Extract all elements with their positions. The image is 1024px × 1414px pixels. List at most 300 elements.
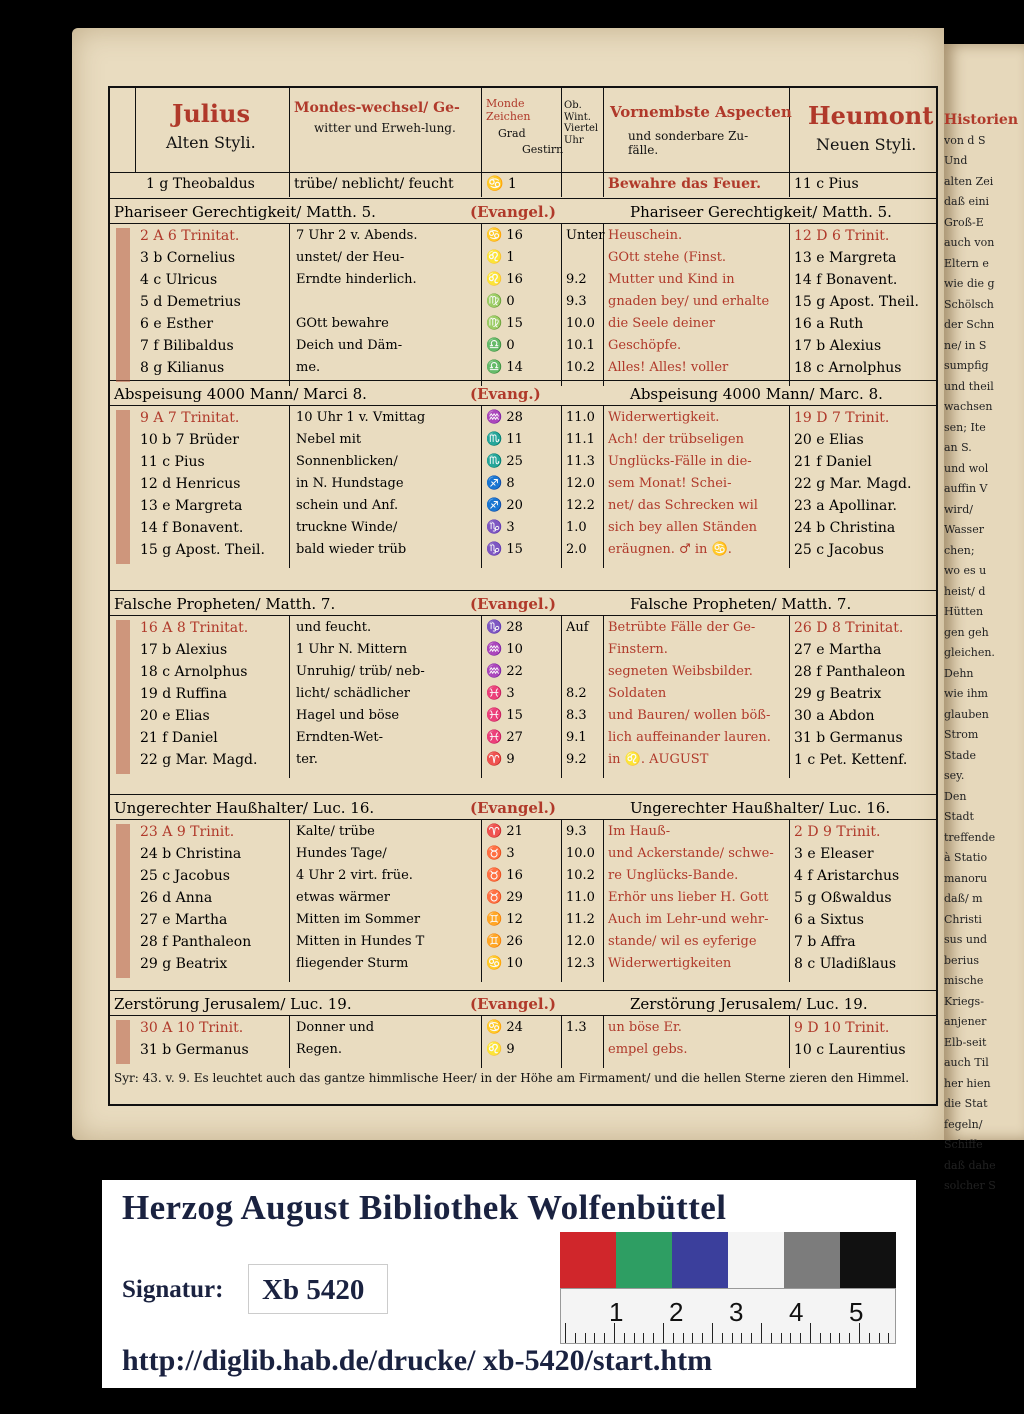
week-aspects-cell: Heuschein. — [608, 228, 683, 243]
week-new-cell: 13 e Margreta — [794, 250, 897, 266]
facing-page-line: Historien — [944, 112, 1019, 128]
ruler-tick — [575, 1333, 576, 1343]
week-signs-cell: ♍ 0 — [486, 294, 515, 309]
ruler-tick — [722, 1333, 723, 1343]
week-weather-cell: Regen. — [296, 1042, 343, 1057]
week-day-ribbon — [116, 1020, 130, 1064]
facing-page-line: Strom — [944, 728, 979, 741]
facing-page-line: alten Zei — [944, 174, 994, 188]
week-aspects-cell: eräugnen. ♂ in ♋. — [608, 542, 732, 557]
header-weather — [290, 88, 482, 172]
gospel-band — [110, 990, 936, 1016]
facing-page-line: Wasser — [944, 523, 984, 536]
gospel-mid: (Evangel.) — [470, 995, 556, 1013]
ruler-tick — [732, 1333, 733, 1343]
facing-page-line: auffin V — [944, 482, 988, 495]
gospel-right: Abspeisung 4000 Mann/ Marc. 8. — [630, 385, 883, 403]
facing-page-line: manoru — [944, 871, 988, 885]
header-new-month — [790, 88, 936, 172]
facing-page-line: ne/ in S — [944, 338, 987, 352]
ruler-tick — [712, 1323, 713, 1343]
week-hours-cell: 12.3 — [566, 956, 595, 971]
week-new-cell: 29 g Beatrix — [794, 686, 882, 702]
ruler-tick — [820, 1333, 821, 1343]
signatur-value: Xb 5420 — [262, 1274, 365, 1306]
week-days-cell: 16 A 8 Trinitat. — [140, 620, 249, 636]
first-day-old: 1 g Theobaldus — [146, 176, 255, 192]
ruler-tick — [790, 1333, 791, 1343]
week-new-cell: 22 g Mar. Magd. — [794, 476, 912, 492]
week-aspects-cell: Finstern. — [608, 642, 668, 657]
week-aspects-cell: segneten Weibsbilder. — [608, 664, 753, 679]
week-aspects-cell: un böse Er. — [608, 1020, 682, 1035]
week-new-cell: 10 c Laurentius — [794, 1042, 906, 1058]
month-old-title: Julius — [172, 99, 250, 128]
gospel-right: Falsche Propheten/ Matth. 7. — [630, 595, 852, 613]
week-signs-cell: ♉ 29 — [486, 890, 523, 905]
week-new-cell: 30 a Abdon — [794, 708, 875, 724]
header-aspects — [604, 88, 790, 172]
week-weather-cell: Kalte/ trübe — [296, 824, 375, 839]
week-block — [110, 820, 936, 982]
week-weather-cell: Deich und Däm- — [296, 338, 403, 353]
facing-page-line: daß/ m — [944, 892, 983, 905]
week-hours-cell: 11.0 — [566, 410, 595, 425]
ruler-tick — [771, 1333, 772, 1343]
footer-verse: Syr: 43. v. 9. Es leuchtet auch das gantze himmlische Heer/ in der Höhe am Firmament/ und die hellen Sterne zieren den Himmel. — [114, 1071, 910, 1085]
week-signs-cell: ♒ 10 — [486, 642, 523, 657]
week-weather-cell: Unruhig/ trüb/ neb- — [296, 664, 425, 679]
facing-page-line: à Statio — [944, 851, 988, 864]
facing-page-line: berius — [944, 953, 980, 967]
moon-change-sub: witter und Erweh-lung. — [314, 121, 456, 135]
week-new-cell: 27 e Martha — [794, 642, 882, 658]
week-aspects-cell: Betrübte Fälle der Ge- — [608, 620, 756, 635]
week-day-ribbon — [116, 620, 130, 774]
ruler-tick — [830, 1333, 831, 1343]
week-signs-cell: ♊ 12 — [486, 912, 523, 927]
week-aspects-cell: Ach! der trübseligen — [608, 432, 744, 447]
week-new-cell: 8 c Uladißlaus — [794, 956, 897, 972]
week-days-cell: 18 c Arnolphus — [140, 664, 248, 680]
facing-page-line: Schiffe — [944, 1138, 983, 1151]
facing-page-line: Und — [944, 154, 968, 167]
ruler-tick — [810, 1323, 811, 1343]
week-weather-cell: 10 Uhr 1 v. Vmittag — [296, 410, 426, 425]
week-signs-cell: ♎ 14 — [486, 360, 523, 375]
ruler-tick — [751, 1333, 752, 1343]
week-hours-cell: 9.1 — [566, 730, 587, 745]
week-weather-cell: 4 Uhr 2 virt. früe. — [296, 868, 413, 883]
week-signs-cell: ♈ 21 — [486, 824, 523, 839]
week-hours-cell: 12.0 — [566, 476, 595, 491]
ruler-tick — [839, 1333, 840, 1343]
rising-header: Gestirn — [522, 143, 564, 156]
week-days-cell: 10 b 7 Brüder — [140, 432, 239, 448]
signatur-label: Signatur: — [122, 1276, 224, 1303]
week-aspects-cell: und Ackerstande/ schwe- — [608, 846, 774, 861]
week-signs-cell: ♑ 3 — [486, 520, 515, 535]
week-hours-cell: 11.2 — [566, 912, 595, 927]
ruler-number: 2 — [669, 1297, 684, 1327]
week-aspects-cell: lich auffeinander lauren. — [608, 730, 771, 745]
week-block — [110, 616, 936, 778]
week-signs-cell: ♌ 1 — [486, 250, 515, 265]
week-new-cell: 26 D 8 Trinitat. — [794, 620, 904, 636]
week-hours-cell: 10.2 — [566, 868, 595, 883]
week-weather-cell: Mitten im Sommer — [296, 912, 421, 927]
week-days-cell: 9 A 7 Trinitat. — [140, 410, 240, 426]
ruler-tick — [761, 1323, 762, 1343]
week-weather-cell: ter. — [296, 752, 318, 767]
week-new-cell: 17 b Alexius — [794, 338, 882, 354]
week-days-cell: 21 f Daniel — [140, 730, 218, 746]
week-hours-cell: 12.0 — [566, 934, 595, 949]
week-signs-cell: ♈ 9 — [486, 752, 515, 767]
week-days-cell: 12 d Henricus — [140, 476, 241, 492]
week-new-cell: 31 b Germanus — [794, 730, 903, 746]
ruler-tick — [673, 1333, 674, 1343]
ruler-number: 3 — [729, 1297, 744, 1327]
week-new-cell: 24 b Christina — [794, 520, 896, 536]
week-aspects-cell: stande/ wil es eyferige — [608, 934, 757, 949]
week-days-cell: 14 f Bonavent. — [140, 520, 244, 536]
week-weather-cell: Donner und — [296, 1020, 375, 1035]
gospel-mid: (Evang.) — [470, 385, 541, 403]
aspects-title: Vornembste Aspecten — [610, 103, 792, 121]
week-days-cell: 4 c Ulricus — [140, 272, 218, 288]
header-margin — [110, 88, 136, 172]
week-weather-cell: licht/ schädlicher — [296, 686, 410, 701]
gospel-band — [110, 198, 936, 224]
week-days-cell: 29 g Beatrix — [140, 956, 228, 972]
calendar-table — [108, 86, 938, 1106]
color-swatch — [784, 1232, 840, 1288]
library-url: http://diglib.hab.de/drucke/ xb-5420/start.htm — [122, 1344, 713, 1377]
gospel-left: Ungerechter Haußhalter/ Luc. 16. — [114, 799, 375, 817]
week-days-cell: 24 b Christina — [140, 846, 242, 862]
facing-page-line: chen; — [944, 543, 975, 557]
color-swatch — [840, 1232, 896, 1288]
aspects-sub: und sonderbare Zu-fälle. — [628, 129, 749, 157]
facing-page-line: sey. — [944, 769, 965, 782]
week-signs-cell: ♐ 20 — [486, 498, 523, 513]
week-days-cell: 28 f Panthaleon — [140, 934, 252, 950]
gospel-mid: (Evangel.) — [470, 595, 556, 613]
week-signs-cell: ♌ 16 — [486, 272, 523, 287]
month-new-title: Heumont — [808, 101, 934, 130]
week-aspects-cell: in ♌. AUGUST — [608, 752, 709, 767]
ruler-tick — [800, 1333, 801, 1343]
week-weather-cell: Erndte hinderlich. — [296, 272, 417, 287]
ruler-tick — [683, 1333, 684, 1343]
facing-page-line: sen; Ite — [944, 420, 986, 434]
week-days-cell: 6 e Esther — [140, 316, 214, 332]
week-signs-cell: ♓ 15 — [486, 708, 523, 723]
week-aspects-cell: sem Monat! Schei- — [608, 476, 732, 491]
facing-page-line: Stadt — [944, 810, 974, 823]
week-days-cell: 19 d Ruffina — [140, 686, 228, 702]
week-aspects-cell: empel gebs. — [608, 1042, 688, 1057]
facing-page-line: und wol — [944, 461, 989, 475]
color-calibration-swatches — [560, 1232, 896, 1288]
week-weather-cell: schein und Anf. — [296, 498, 399, 513]
week-hours-cell: 10.2 — [566, 360, 595, 375]
facing-page-line: gen geh — [944, 625, 989, 639]
week-new-cell: 6 a Sixtus — [794, 912, 864, 928]
week-weather-cell: und feucht. — [296, 620, 372, 635]
ruler-tick — [653, 1333, 654, 1343]
week-aspects-cell: die Seele deiner — [608, 316, 716, 331]
hour-header: Ob. Wint. Viertel Uhr — [564, 100, 599, 146]
library-title: Herzog August Bibliothek Wolfenbüttel — [122, 1188, 727, 1227]
week-days-cell: 23 A 9 Trinit. — [140, 824, 235, 840]
week-hours-cell: 9.2 — [566, 752, 587, 767]
week-signs-cell: ♓ 3 — [486, 686, 515, 701]
facing-page-line: Den — [944, 789, 967, 803]
facing-page-line: Dehn — [944, 666, 974, 680]
color-swatch — [728, 1232, 784, 1288]
facing-page-line: der Schn — [944, 318, 995, 331]
facing-page-line: fegeln/ — [944, 1117, 983, 1131]
ruler-tick — [565, 1323, 566, 1343]
week-days-cell: 25 c Jacobus — [140, 868, 230, 884]
week-hours-cell: 11.0 — [566, 890, 595, 905]
week-new-cell: 25 c Jacobus — [794, 542, 884, 558]
facing-page-line: wie die g — [944, 277, 995, 290]
week-signs-cell: ♉ 16 — [486, 868, 523, 883]
week-new-cell: 2 D 9 Trinit. — [794, 824, 881, 840]
week-aspects-cell: Erhör uns lieber H. Gott — [608, 890, 769, 905]
facing-page-text — [944, 110, 1024, 1197]
week-hours-cell: 9.3 — [566, 824, 587, 839]
week-new-cell: 19 D 7 Trinit. — [794, 410, 890, 426]
week-aspects-cell: Widerwertigkeiten — [608, 956, 732, 971]
week-new-cell: 5 g Oßwaldus — [794, 890, 892, 906]
ruler-tick — [849, 1333, 850, 1343]
week-new-cell: 7 b Affra — [794, 934, 856, 950]
facing-page-line: auch von — [944, 236, 995, 249]
gospel-right: Zerstörung Jerusalem/ Luc. 19. — [630, 995, 868, 1013]
week-days-cell: 17 b Alexius — [140, 642, 228, 658]
header-sign — [482, 88, 562, 172]
ruler-number: 1 — [609, 1297, 624, 1327]
week-signs-cell: ♏ 11 — [486, 432, 523, 447]
facing-page-line: Elb-seit — [944, 1035, 987, 1049]
week-new-cell: 28 f Panthaleon — [794, 664, 906, 680]
ruler-tick — [604, 1333, 605, 1343]
week-signs-cell: ♋ 16 — [486, 228, 523, 243]
week-block — [110, 224, 936, 386]
ruler-tick — [692, 1333, 693, 1343]
week-weather-cell: in N. Hundstage — [296, 476, 404, 491]
facing-page-line: die Stat — [944, 1097, 988, 1110]
week-days-cell: 3 b Cornelius — [140, 250, 236, 266]
facing-page-line: daß dahe — [944, 1158, 996, 1172]
ruler-tick — [888, 1333, 889, 1343]
ruler-tick — [643, 1333, 644, 1343]
week-new-cell: 4 f Aristarchus — [794, 868, 900, 884]
week-days-cell: 20 e Elias — [140, 708, 210, 724]
style-new: Neuen Styli. — [816, 135, 917, 154]
week-signs-cell: ♎ 0 — [486, 338, 515, 353]
week-hours-cell: 10.0 — [566, 846, 595, 861]
color-swatch — [616, 1232, 672, 1288]
gospel-mid: (Evangel.) — [470, 799, 556, 817]
week-weather-cell: 7 Uhr 2 v. Abends. — [296, 228, 418, 243]
gospel-left: Zerstörung Jerusalem/ Luc. 19. — [114, 995, 352, 1013]
gospel-left: Falsche Propheten/ Matth. 7. — [114, 595, 336, 613]
gospel-band — [110, 590, 936, 616]
week-weather-cell: Nebel mit — [296, 432, 362, 447]
week-weather-cell: Mitten in Hundes T — [296, 934, 425, 949]
week-days-cell: 8 g Kilianus — [140, 360, 225, 376]
week-signs-cell: ♋ 24 — [486, 1020, 523, 1035]
week-days-cell: 31 b Germanus — [140, 1042, 249, 1058]
week-new-cell: 1 c Pet. Kettenf. — [794, 752, 908, 768]
ruler-tick — [781, 1333, 782, 1343]
week-signs-cell: ♒ 22 — [486, 664, 523, 679]
week-new-cell: 18 c Arnolphus — [794, 360, 902, 376]
week-hours-cell: 9.3 — [566, 294, 587, 309]
week-weather-cell: truckne Winde/ — [296, 520, 398, 535]
facing-page-line: Christi — [944, 912, 982, 926]
week-weather-cell: Hagel und böse — [296, 708, 400, 723]
week-hours-cell: 10.0 — [566, 316, 595, 331]
week-aspects-cell: Auch im Lehr-und wehr- — [608, 912, 769, 927]
facing-page-line: glauben — [944, 707, 989, 721]
week-weather-cell: unstet/ der Heu- — [296, 250, 405, 265]
week-aspects-cell: Alles! Alles! voller — [608, 360, 729, 375]
header-old-month — [136, 88, 290, 172]
week-hours-cell: 12.2 — [566, 498, 595, 513]
first-day-row — [110, 173, 936, 197]
week-signs-cell: ♍ 15 — [486, 316, 523, 331]
week-aspects-cell: gnaden bey/ und erhalte — [608, 294, 770, 309]
week-aspects-cell: Unglücks-Fälle in die- — [608, 454, 752, 469]
week-signs-cell: ♉ 3 — [486, 846, 515, 861]
ruler-tick — [624, 1333, 625, 1343]
week-hours-cell: 9.2 — [566, 272, 587, 287]
ruler-tick — [741, 1333, 742, 1343]
moon-sign-header: Monde Zeichen — [486, 97, 531, 123]
facing-page-line: wachsen — [944, 400, 993, 413]
week-aspects-cell: Soldaten — [608, 686, 667, 701]
facing-page-line: her hien — [944, 1076, 991, 1090]
style-old: Alten Styli. — [166, 133, 256, 152]
week-aspects-cell: Geschöpfe. — [608, 338, 682, 353]
week-new-cell: 14 f Bonavent. — [794, 272, 898, 288]
week-signs-cell: ♊ 26 — [486, 934, 523, 949]
facing-page-line: Hütten — [944, 605, 984, 618]
week-day-ribbon — [116, 410, 130, 564]
gospel-right: Phariseer Gerechtigkeit/ Matth. 5. — [630, 203, 892, 221]
ruler-number: 4 — [789, 1297, 804, 1327]
week-new-cell: 16 a Ruth — [794, 316, 864, 332]
week-new-cell: 23 a Apollinar. — [794, 498, 897, 514]
week-days-cell: 5 d Demetrius — [140, 294, 241, 310]
week-days-cell: 30 A 10 Trinit. — [140, 1020, 244, 1036]
week-weather-cell: Erndten-Wet- — [296, 730, 383, 745]
week-block — [110, 1016, 936, 1068]
week-days-cell: 26 d Anna — [140, 890, 213, 906]
facing-page-line: sumpfig — [944, 359, 989, 372]
first-day-new: 11 c Pius — [794, 176, 859, 192]
week-days-cell: 7 f Bilibaldus — [140, 338, 234, 354]
facing-page-line: von d S — [944, 133, 986, 147]
week-signs-cell: ♋ 10 — [486, 956, 523, 971]
week-hours-cell: 11.3 — [566, 454, 595, 469]
gospel-mid: (Evangel.) — [470, 203, 556, 221]
moon-change-title: Mondes-wechsel/ Ge- — [294, 100, 460, 116]
week-days-cell: 15 g Apost. Theil. — [140, 542, 265, 558]
facing-page-line: Kriegs- — [944, 994, 984, 1008]
week-hours-cell: 8.2 — [566, 686, 587, 701]
first-day-aspect: Bewahre das Feuer. — [608, 176, 761, 192]
ruler-tick — [663, 1323, 664, 1343]
color-swatch — [672, 1232, 728, 1288]
ruler-tick — [594, 1333, 595, 1343]
facing-page-line: Schölsch — [944, 297, 994, 311]
week-new-cell: 3 e Eleaser — [794, 846, 874, 862]
week-new-cell: 12 D 6 Trinit. — [794, 228, 890, 244]
color-swatch — [560, 1232, 616, 1288]
gospel-right: Ungerechter Haußhalter/ Luc. 16. — [630, 799, 891, 817]
facing-page-line: Groß-E — [944, 215, 984, 229]
week-aspects-cell: Widerwertigkeit. — [608, 410, 720, 425]
facing-page-line: heist/ d — [944, 584, 986, 598]
week-new-cell: 20 e Elias — [794, 432, 864, 448]
gospel-left: Abspeisung 4000 Mann/ Marci 8. — [114, 385, 367, 403]
week-day-ribbon — [116, 824, 130, 978]
facing-page-line: Stade — [944, 748, 977, 762]
facing-page-line: und theil — [944, 379, 994, 393]
week-new-cell: 21 f Daniel — [794, 454, 872, 470]
week-new-cell: 9 D 10 Trinit. — [794, 1020, 890, 1036]
week-weather-cell: bald wieder trüb — [296, 542, 407, 557]
ruler-tick — [585, 1333, 586, 1343]
week-aspects-cell: Im Hauß- — [608, 824, 671, 839]
week-signs-cell: ♓ 27 — [486, 730, 523, 745]
facing-page-line: treffende — [944, 830, 996, 844]
week-days-cell: 27 e Martha — [140, 912, 228, 928]
scale-ruler — [560, 1288, 896, 1344]
facing-page-line: an S. — [944, 441, 972, 454]
week-aspects-cell: und Bauren/ wollen böß- — [608, 708, 771, 723]
facing-page-line: sus und — [944, 933, 988, 946]
facing-page-line: daß eini — [944, 195, 990, 208]
week-weather-cell: Sonnenblicken/ — [296, 454, 398, 469]
week-signs-cell: ♑ 15 — [486, 542, 523, 557]
week-aspects-cell: net/ das Schrecken wil — [608, 498, 758, 513]
ruler-tick — [634, 1333, 635, 1343]
facing-page-line: wird/ — [944, 502, 973, 516]
degree-header: Grad — [498, 127, 526, 140]
week-day-ribbon — [116, 228, 130, 382]
week-hours-cell: 8.3 — [566, 708, 587, 723]
week-hours-cell: 1.3 — [566, 1020, 587, 1035]
facing-page-line: anjener — [944, 1015, 987, 1028]
week-signs-cell: ♏ 25 — [486, 454, 523, 469]
week-days-cell: 11 c Pius — [140, 454, 205, 470]
week-hours-cell: 2.0 — [566, 542, 587, 557]
first-day-weather: trübe/ neblicht/ feucht — [294, 176, 454, 192]
week-aspects-cell: sich bey allen Ständen — [608, 520, 758, 535]
library-label-card — [102, 1180, 916, 1388]
week-days-cell: 13 e Margreta — [140, 498, 243, 514]
facing-page-line: auch Til — [944, 1056, 989, 1069]
week-weather-cell: etwas wärmer — [296, 890, 390, 905]
